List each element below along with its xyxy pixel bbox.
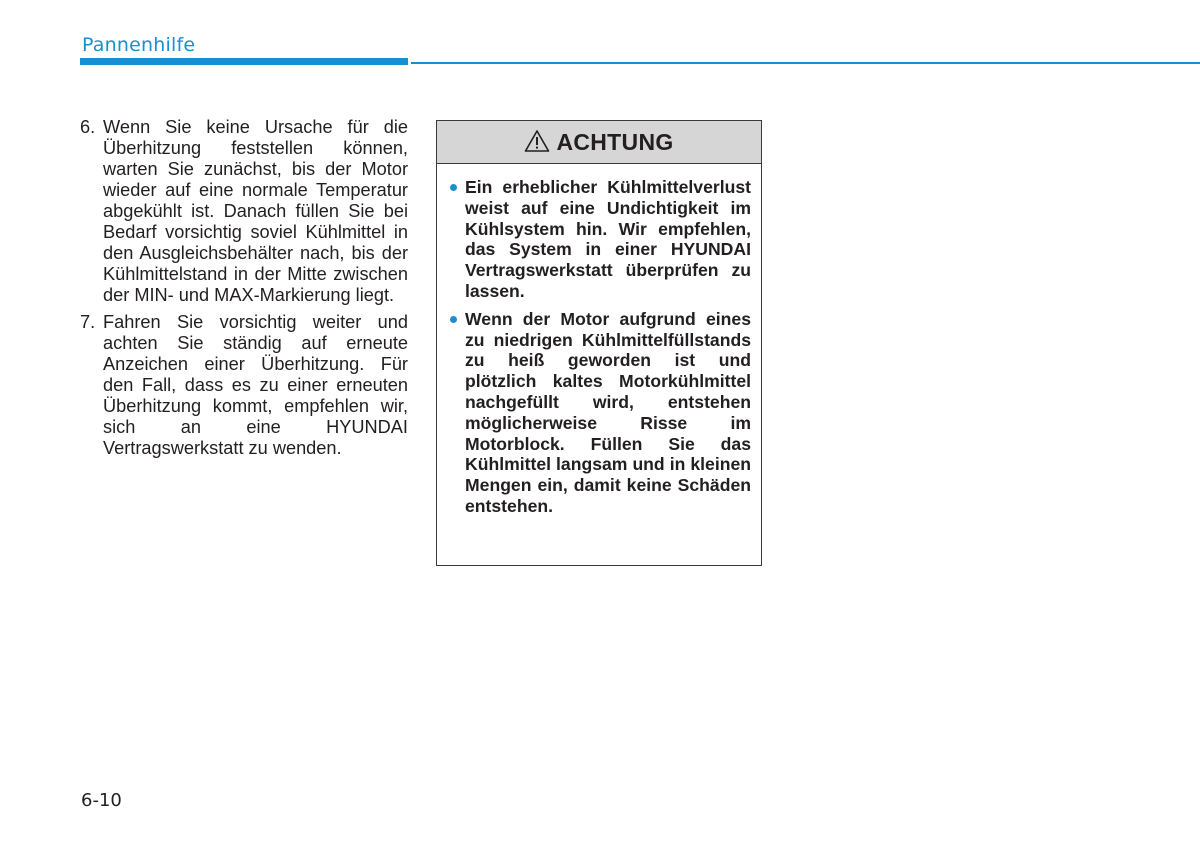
step-number: 6. (80, 117, 96, 137)
step-item (80, 312, 408, 459)
caution-item (450, 177, 751, 302)
step-text: Wenn Sie keine Ursache für die Überhitzung feststellen können, warten Sie zunächst, bis der Motor wieder auf eine normale Temperatur abgekühlt ist. Danach füllen Sie bei Bedarf vorsichtig soviel Kühlmittel in den Ausgleichsbehälter nach, bis der Kühlmittelstand in der Mitte zwischen der MIN- und MAX-Markierung liegt. (103, 117, 408, 305)
section-title: Pannenhilfe (82, 34, 196, 56)
caution-item (450, 309, 751, 517)
step-text: Fahren Sie vorsichtig weiter und achten Sie ständig auf erneute Anzeichen einer Überhitzung. Für den Fall, dass es zu einer erneuten Überhitzung kommt, empfehlen wir, sich an eine HYUNDAI Vertragswerkstatt zu wenden. (103, 312, 408, 458)
warning-triangle-icon (524, 129, 550, 153)
caution-list (437, 164, 761, 517)
header-bar-thick (80, 58, 408, 65)
bullet-dot-icon (450, 316, 457, 323)
step-item (80, 117, 408, 306)
caution-item-text: Ein erheblicher Kühlmittelverlust weist auf eine Undichtigkeit im Kühlsystem hin. Wir empfehlen, das System in einer HYUNDAI Vertragswerkstatt überprüfen zu lassen. (465, 177, 751, 301)
header-bar-thin (411, 62, 1200, 64)
caution-header (437, 121, 761, 164)
caution-title: ACHTUNG (556, 128, 674, 155)
instruction-steps (80, 117, 408, 465)
step-number: 7. (80, 312, 96, 332)
caution-item-text: Wenn der Motor aufgrund eines zu niedrigen Kühlmittelfüllstands zu heiß geworden ist und plötzlich kaltes Motorkühlmittel nachgefüllt wird, entstehen möglicherweise Risse im Motorblock. Füllen Sie das Kühlmittel langsam und in kleinen Mengen ein, damit keine Schäden entstehen. (465, 308, 751, 516)
page-number: 6-10 (81, 790, 122, 811)
bullet-dot-icon (450, 184, 457, 191)
caution-box (436, 120, 762, 566)
